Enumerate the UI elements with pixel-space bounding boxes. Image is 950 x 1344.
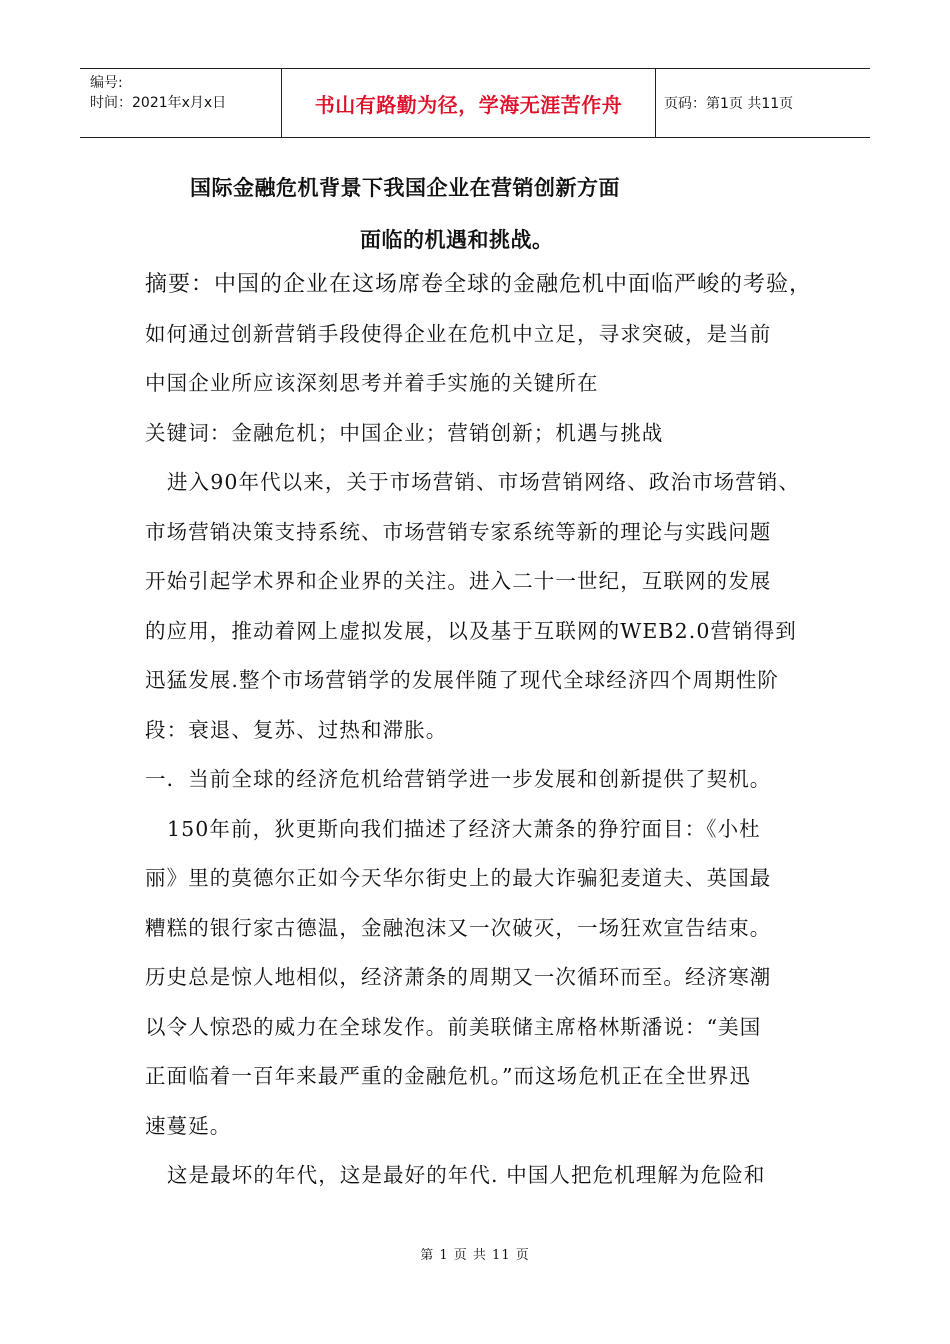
header-motto: 书山有路勤为径，学海无涯苦作舟 bbox=[281, 69, 656, 137]
paragraph-line: 150年前，狄更斯向我们描述了经济大萧条的狰狞面目：《小杜 bbox=[167, 816, 761, 841]
paragraph-line: 这是最坏的年代，这是最好的年代. 中国人把危机理解为危险和 bbox=[167, 1163, 766, 1187]
paragraph-line: 历史总是惊人地相似，经济萧条的周期又一次循环而至。经济寒潮 bbox=[145, 965, 772, 989]
header-meta bbox=[80, 69, 281, 137]
paragraph-line: 市场营销决策支持系统、市场营销专家系统等新的理论与实践问题 bbox=[145, 519, 772, 544]
abstract-line: 摘要：中国的企业在这场席卷全球的金融危机中面临严峻的考验， bbox=[145, 272, 813, 297]
paragraph-line: 进入90年代以来，关于市场营销、市场营销网络、政治市场营销、 bbox=[167, 470, 801, 494]
paragraph-line: 的应用，推动着网上虚拟发展，以及基于互联网的WEB2.0营销得到 bbox=[145, 618, 797, 643]
page-footer: 第 1 页 共 11 页 bbox=[420, 1248, 530, 1263]
abstract-line: 如何通过创新营销手段使得企业在危机中立足，寻求突破，是当前 bbox=[145, 321, 772, 346]
paragraph-line: 段：衰退、复苏、过热和滞胀。 bbox=[145, 717, 448, 742]
paragraph-line: 正面临着一百年来最严重的金融危机。”而这场危机正在全世界迅 bbox=[145, 1064, 752, 1088]
paragraph-line: 开始引起学术界和企业界的关注。进入二十一世纪，互联网的发展 bbox=[145, 569, 772, 593]
section-heading: 一．当前全球的经济危机给营销学进一步发展和创新提供了契机。 bbox=[145, 767, 772, 791]
document-title-line-2: 面临的机遇和挑战。 bbox=[360, 228, 554, 252]
paragraph-line: 糟糕的银行家古德温，金融泡沫又一次破灭，一场狂欢宣告结束。 bbox=[145, 915, 772, 940]
time-label: 时间：2021年x月x日 bbox=[90, 95, 227, 111]
document-body bbox=[145, 266, 815, 1207]
code-label: 编号: bbox=[90, 75, 123, 91]
paragraph-line: 以令人惊恐的威力在全球发作。前美联储主席格林斯潘说：“美国 bbox=[145, 1014, 762, 1039]
paragraph-line: 丽》里的莫德尔正如今天华尔街史上的最大诈骗犯麦道夫、英国最 bbox=[145, 866, 772, 890]
document-title-line-1: 国际金融危机背景下我国企业在营销创新方面 bbox=[190, 176, 620, 200]
abstract-line: 中国企业所应该深刻思考并着手实施的关键所在 bbox=[145, 371, 599, 395]
paragraph-line: 速蔓延。 bbox=[145, 1113, 232, 1138]
header-table bbox=[80, 68, 870, 138]
header-page-info: 页码：第1页 共11页 bbox=[664, 96, 794, 112]
keywords-line: 关键词：金融危机；中国企业；营销创新；机遇与挑战 bbox=[145, 420, 664, 445]
paragraph-line: 迅猛发展.整个市场营销学的发展伴随了现代全球经济四个周期性阶 bbox=[145, 668, 780, 692]
